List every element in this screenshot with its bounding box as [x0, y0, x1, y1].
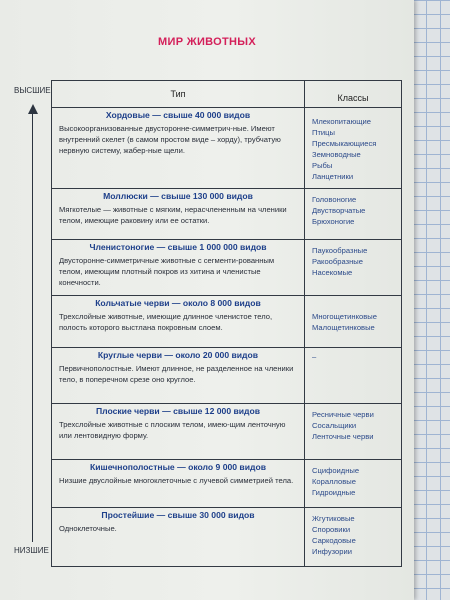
class-item: Коралловые — [312, 477, 356, 486]
table-row — [52, 295, 401, 348]
row-description: Мягкотелые — животные с мягким, нерасчлененным на членики телом, имеющие раковину или ее остатки. — [59, 205, 287, 225]
row-classes — [312, 409, 402, 442]
row-classes — [312, 311, 402, 333]
class-item: Ланцетники — [312, 172, 354, 181]
row-type-name: Моллюски — свыше 130 000 видов — [103, 191, 253, 201]
row-classes — [312, 465, 402, 498]
row-description: Трехслойные животные, имеющие длинное членистое тело, полость которого выстлана покровным слоем. — [59, 312, 273, 332]
class-item: Саркодовые — [312, 536, 356, 545]
table-row — [52, 239, 401, 296]
row-description: Низшие двуслойные многоклеточные с лучевой симметрией тела. — [59, 476, 294, 485]
class-item: Птицы — [312, 128, 335, 137]
row-type-name: Простейшие — свыше 30 000 видов — [101, 510, 255, 520]
class-item: Малощетинковые — [312, 323, 375, 332]
row-description: Одноклеточные. — [59, 524, 117, 533]
row-type-name: Круглые черви — около 20 000 видов — [97, 350, 259, 360]
class-item: Инфузории — [312, 547, 352, 556]
row-classes — [312, 245, 402, 278]
table-row — [52, 403, 401, 460]
axis-label-top: ВЫСШИЕ — [14, 86, 51, 95]
row-classes — [312, 513, 402, 557]
row-classes — [312, 194, 402, 227]
row-description: Первичнополостные. Имеют длинное, не разделенное на членики тело, в поперечном срезе оно круглое. — [59, 364, 294, 384]
class-item: Брюхоногие — [312, 217, 355, 226]
row-classes — [312, 116, 402, 182]
table-header — [52, 81, 401, 108]
class-item: Жгутиковые — [312, 514, 355, 523]
row-description: Высокоорганизованные двусторонне-симметрич-ные. Имеют внутренний скелет (в самом простом виде – хорду), трубчатую нервную систему, жабер-ные щели. — [59, 124, 281, 155]
class-item: Гидроидные — [312, 488, 356, 497]
axis-line — [32, 112, 33, 542]
class-item: Земноводные — [312, 150, 361, 159]
row-description: Двусторонне-симметричные животные с сегменти-рованным телом, имеющим плотный покров из хитина и членистые конечности. — [59, 256, 275, 287]
class-item: Ленточные черви — [312, 432, 374, 441]
table-row — [52, 507, 401, 566]
table-row — [52, 107, 401, 189]
class-item: Споровики — [312, 525, 351, 534]
table-row — [52, 459, 401, 508]
table-row — [52, 347, 401, 404]
class-item: Ресничные черви — [312, 410, 374, 419]
class-item: Ракообразные — [312, 257, 363, 266]
table-row — [52, 188, 401, 240]
class-item: Сосальщики — [312, 421, 357, 430]
class-item: Паукообразные — [312, 246, 368, 255]
animal-types-table — [51, 80, 402, 567]
class-item: Рыбы — [312, 161, 333, 170]
class-item: Млекопитающие — [312, 117, 371, 126]
header-type: Тип — [170, 89, 186, 99]
page-title: МИР ЖИВОТНЫХ — [158, 36, 256, 48]
class-item: – — [312, 352, 317, 361]
axis-label-bottom: НИЗШИЕ — [14, 546, 49, 555]
class-item: Сцифоидные — [312, 466, 360, 475]
header-classes: Классы — [337, 93, 369, 103]
row-type-name: Хордовые — свыше 40 000 видов — [105, 110, 251, 120]
row-description: Трехслойные животные с плоским телом, имею-щим ленточную или лентовидную форму. — [59, 420, 286, 440]
class-item: Насекомые — [312, 268, 353, 277]
graph-paper-background — [412, 0, 450, 600]
row-type-name: Членистоногие — свыше 1 000 000 видов — [89, 242, 267, 252]
row-type-name: Кишечнополостные — около 9 000 видов — [90, 462, 266, 472]
row-type-name: Кольчатые черви — около 8 000 видов — [95, 298, 261, 308]
class-item: Головоногие — [312, 195, 357, 204]
class-item: Двустворчатые — [312, 206, 366, 215]
class-item: Пресмыкающиеся — [312, 139, 377, 148]
class-item: Многощетинковые — [312, 312, 377, 321]
arrow-up-icon — [28, 104, 38, 114]
row-classes — [312, 351, 402, 362]
row-type-name: Плоские черви — свыше 12 000 видов — [95, 406, 261, 416]
